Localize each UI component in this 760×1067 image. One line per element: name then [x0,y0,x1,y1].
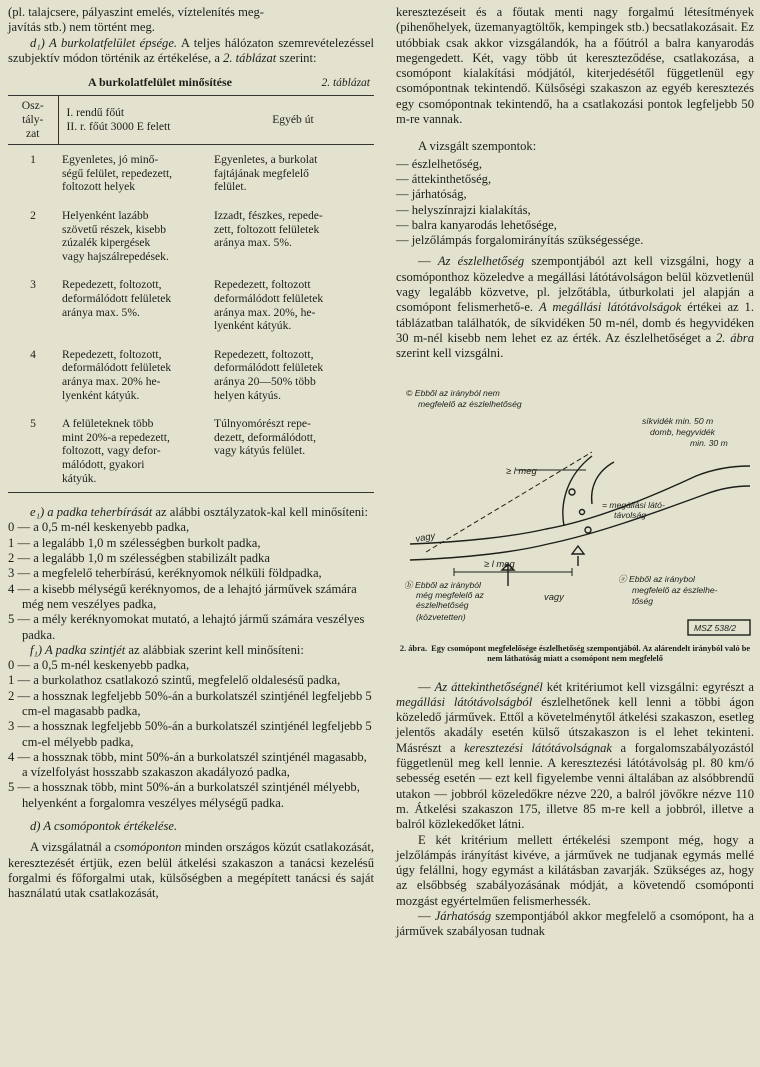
list-item: 3 — a hossznak legfeljebb 50%-án a burkolatszél szintjénél legfeljebb 5 cm-el mélyebb padka, [8,719,372,749]
figure-label-b-4: (közvetetten) [416,611,466,622]
d-heading: d) A csomópontok értékelése. [30,819,178,834]
figure-label-a-2: megfelelő az észlelhe- [632,584,718,595]
p2-paragraph: — Az észlelhetőség szempontjából azt kell vizsgálni, hogy a csomóponthoz közeledve a megállási látótávolságon belül közvetlenül vagy legalább közvetve, pl. jelzőtábla, útburkolati jel alapján a csomópont felismerhető-e. A megállási látótávolságok értékei az 1. táblázatban találhatók, de síkvidéken 50 m-nél, domb és hegyvidéken 30 m-nél kisebb nem lehet ez az érték. Az észlelhetőséget a 2. ábra szerint kell vizsgálni. [396,254,755,361]
list-item: 1 — a burkolathoz csatlakozó szintű, megfelelő oldalesésű padka, [8,673,341,688]
figure-caption [396,644,754,664]
d-heading-paragraph [8,819,374,834]
table-number: 2. táblázat [321,77,370,90]
intro-paragraph [8,5,374,36]
list-item: 2 — a legalább 1,0 m szélességben stabilizált padka [8,551,270,566]
criteria-list [396,157,754,249]
figure-label-b-2: még megfelelő az [416,589,484,600]
d1-heading: d₁) A burkolatfelület épsége. [30,35,178,50]
figure-label-c-2: megfelelő az észlelhetőség [418,398,522,409]
cell-main: A felületeknek több mint 20%-a repedezett, foltozott, vagy defor- málódott, gyakori kátyúk. [62,417,170,485]
table-header-row [8,96,374,145]
table-row [8,201,374,270]
list-item: — észlelhetőség, [396,156,483,171]
list-item: 5 — a hossznak több, mint 50%-án a burkolatszél szintjénél mélyebb, helyenként a forgalomra veszélyes mélységű padka. [8,780,360,810]
left-column [8,5,374,902]
list-item: — balra kanyarodás lehetősége, [396,217,557,232]
figure-label-l1: ≥ l meg [506,464,537,476]
cell-main: Egyenletes, jó minő- ségű felület, repedezett, foltozott helyek [62,153,173,194]
d-paragraph: A vizsgálatnál a csomóponton minden országos közút csatlakozását, keresztezését értjük, ezen belül átkelési szakaszon a tanácsi kezelésű forgalmi és főforgalmi utak, külsőségben a megépített tanácsi és saját használatú utak csatlakozását, [8,840,374,901]
cell-grade: 4 [30,347,36,361]
e1-text: az alábbi osztályzatok-kal kell minősíteni: [152,505,369,520]
list-item: 3 — a megfelelő teherbírású, keréknyomok nélküli földpadka, [8,566,322,581]
intro-line-2: javítás stb.) nem történt meg. [8,20,155,35]
table-caption [8,75,374,91]
figure-standard: MSZ 538/2 [694,622,737,633]
surface-quality-table [8,95,374,493]
p5-paragraph: — Járhatóság szempontjából akkor megfelelő a csomópont, ha a járművek szabályosan tudnak [396,908,754,939]
figure-label-flat-2: domb, hegyvidék [650,426,715,437]
f1-text: az alábbiak szerint kell minősíteni: [125,642,304,657]
table-row [8,145,374,201]
figure-label-l2: ≥ l meg [484,557,515,569]
e1-paragraph [8,505,374,520]
figure-label-flat-1: síkvidék min. 50 m [642,415,714,426]
list-item: 2 — a hossznak legfeljebb 50%-án a burkolatszél szintjénél legfeljebb 5 cm-el magasabb padka, [8,688,372,718]
list-item: 5 — a mély keréknyomokat mutató, a lehajtó jármű számára veszélyes padka. [8,612,365,642]
right-column [396,5,754,940]
cell-main: Repedezett, foltozott, deformálódott felületek aránya max. 5%. [62,278,172,319]
table-row [8,409,374,492]
intro-line-1: (pl. talajcsere, pályaszint emelés, víztelenítés meg- [8,5,264,19]
d1-text: A teljes hálózaton szemrevételezéssel szubjektív módon történik az értékelése, a [8,35,374,65]
cell-other: Repedezett, foltozott deformálódott felületek aránya max. 20%, he- lyenként kátyúk. [214,278,324,333]
figure-caption-label: 2. ábra. [399,643,428,653]
list-item: — jelzőlámpás forgalomirányítás szükségessége. [396,233,644,248]
figure-label-b-3: észlelhetőség [416,599,469,610]
figure-label-sight-2: távolság [614,509,647,520]
f1-list [8,658,374,811]
p3-paragraph: — Az áttekinthetőségnél két kritériumot kell vizsgálni: egyrészt a megállási látótávolságból észlelhetőnek kell lenni a többi ágon közeledő járművek. Ettől a követelménytől átkelési szakaszon, esetleg jelentős akadály esetén külső útszakaszon is el lehet tekinteni. Másrészt a keresztezési látótávolságnak a forgalomszabályozástól függetlenül meg kell lennie. A keresztezési látótávolság pl. 80 km/ó sebesség esetén — ezt kell figyelembe venni általában az alsóbbrendű utakon — jobbról közeledőkre nézve 220, a balról jövőkre nézve 110 m. Átkelési szakaszon 175, illetve 85 m-re kell a jobbról, illetve a balról közlekedőket látni. [396,679,755,832]
list-item: — helyszínrajzi kialakítás, [396,202,531,217]
cell-other: Repedezett, foltozott, deformálódott felületek aránya 20—50% több helyen kátyús. [214,347,324,402]
list-item: 0 — a 0,5 m-nél keskenyebb padka, [8,658,190,673]
table-row [8,270,374,339]
e1-heading: e₁) a padka teherbírását [30,505,153,520]
p4-paragraph: E két kritérium mellett értékelési szempont még, hogy a jelzőlámpás irányítást kivéve, a járművek ne tudjanak egymás mellé úgy felállni, hogy egymást a kilátásban zavarják. Szükséges az, hogy az elsőbbség szabályozásának módját, a követendő csomóponti mozgást egyértelműen felismerhessék. [396,832,754,908]
figure-caption-text: Egy csomópont megfelelősége észlelhetőség szempontjából. Az alárendelt irányból való be nem láthatóság miatt a csomópont nem megfelelő [431,643,751,663]
d1-paragraph [8,36,374,67]
cell-grade: 5 [30,417,36,431]
table-title: A burkolatfelület minősítése [88,75,232,90]
list-item: 0 — a 0,5 m-nél keskenyebb padka, [8,520,190,535]
figure-label-b-1: ⓑ Ebből az irányból [404,579,481,590]
header-main-road: I. rendű főút II. r. főút 3000 E felett [66,106,171,133]
list-item: 4 — a kisebb mélységű keréknyomos, de a lehajtó járművek számára még nem veszélyes padka, [8,581,357,611]
cell-main: Helyenként lazább szövetű részek, kisebb zúzalék kipergések vagy hajszálrepedések. [62,209,169,263]
figure-label-c-1: © Ebből az irányból nem [406,387,500,398]
f1-paragraph [8,643,374,658]
figure-label-a-3: tőség [632,595,654,606]
cell-grade: 1 [30,153,36,167]
figure-label-sight-1: = megállási látó- [602,499,665,510]
cell-other: Túlnyomórészt repe- dezett, deformálódott, vagy kátyús felület. [214,417,317,458]
figure-label-flat-3: min. 30 m [690,437,728,448]
table-row [8,340,374,409]
intersection-diagram [396,384,754,642]
figure-label-vagy-1: vagy [414,529,436,544]
cell-main: Repedezett, foltozott, deformálódott felületek aránya max. 20% he- lyenként kátyúk. [62,347,172,402]
d1-ref: 2. táblázat [223,50,277,65]
cell-other: Egyenletes, a burkolat fajtájának megfelelő felület. [214,153,318,194]
f1-heading: f₁) A padka szintjét [30,642,126,657]
header-other-road: Egyéb út [272,113,314,127]
list-item: — áttekinthetőség, [396,171,492,186]
p1-paragraph: keresztezéseit és a főutak menti nagy forgalmú létesítmények (pihenőhelyek, üzemanyagtöltők, kempingek stb.) becsatlakozásait. Ez utóbbiak csak akkor vizsgálandók, ha a főútról a balra kanyarodás megengedett. Két, vagy több út kereszteződése, csatlakozása, a csomópont kialakítási módjától, kiterjedésétől függetlenül egy csomópontnak tekintendő. Külsőségi szakaszon az egyéb keresztezés egy csomópontnak tekintendő, ha a csatlakozási pontok legfeljebb 50 m-re vannak. [396,5,754,127]
d-term: csomóponton [114,840,182,855]
figure-label-a-1: ⓐ Ebből az iránybol [618,573,695,584]
list-item: — járhatóság, [396,187,467,202]
list-item: 4 — a hossznak több, mint 50%-án a burkolatszél szintjénél magasabb, a vízelfolyást hosszabb szakaszon akadályozó padka, [8,749,367,780]
cell-grade: 3 [30,278,36,292]
figure-label-vagy-2: vagy [544,590,564,602]
list-item: 1 — a legalább 1,0 m szélességben burkolt padka, [8,535,261,550]
cell-grade: 2 [30,209,36,223]
cell-other: Izzadt, fészkes, repede- zett, foltozott felületek aránya max. 5%. [214,209,323,250]
e1-list [8,520,374,642]
d1-tail: szerint: [276,50,317,65]
header-grade: Osz- tály- zat [8,96,58,145]
criteria-title: A vizsgált szempontok: [418,139,537,154]
figure-2 [396,384,754,664]
